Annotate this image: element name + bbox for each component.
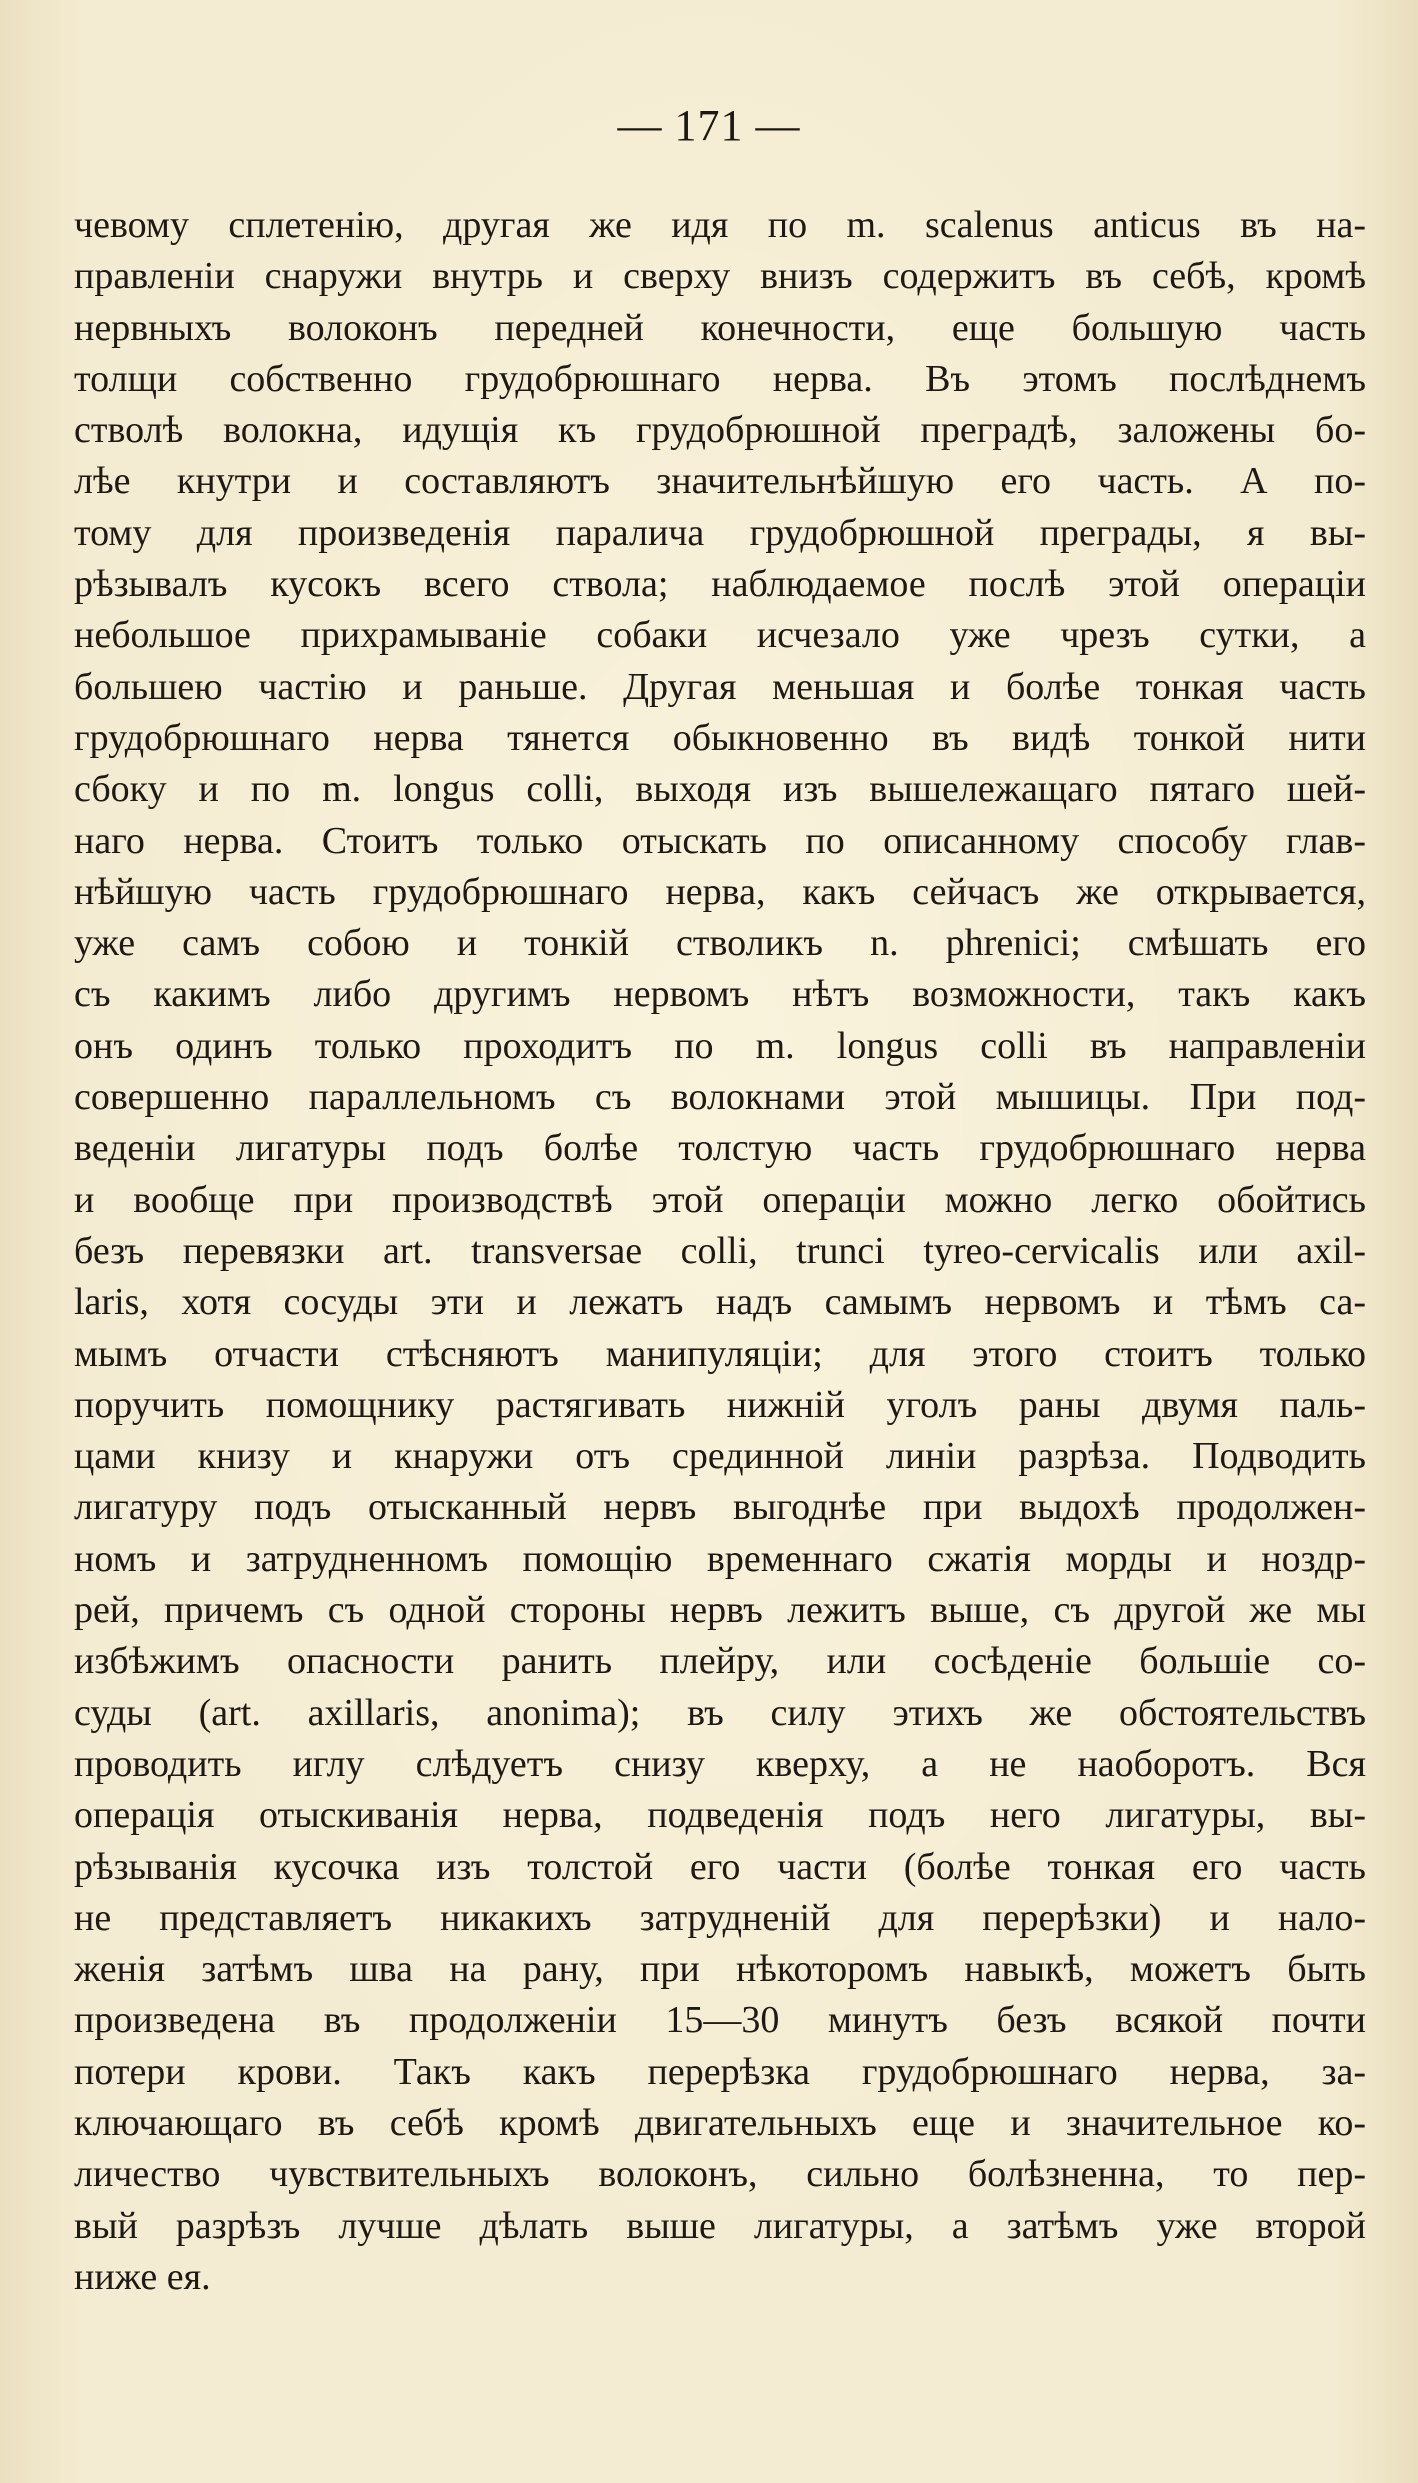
text-line: наго нерва. Стоитъ только отыскать по описанному способу глав-	[74, 819, 1366, 862]
text-line: безъ перевязки art. transversae colli, trunci tyreo-cervicalis или axil-	[74, 1229, 1366, 1272]
text-line: женія затѣмъ шва на рану, при нѣкоторомъ навыкѣ, можетъ быть	[74, 1948, 1366, 1991]
text-line: нервныхъ волоконъ передней конечности, еще большую часть	[74, 306, 1366, 349]
text-line: избѣжимъ опасности ранить плейру, или сосѣденіе большіе со-	[74, 1640, 1366, 1683]
text-line: сбоку и по m. longus colli, выходя изъ вышележащаго пятаго шей-	[74, 768, 1366, 811]
text-line: онъ одинъ только проходитъ по m. longus colli въ направленіи	[74, 1024, 1366, 1067]
text-line: не представляетъ никакихъ затрудненій для перерѣзки) и нало-	[74, 1896, 1366, 1939]
text-line: лѣе кнутри и составляютъ значительнѣйшую его часть. А по-	[74, 460, 1366, 503]
text-line: правленіи снаружи внутрь и сверху внизъ содержитъ въ себѣ, кромѣ	[74, 255, 1366, 298]
text-line: съ какимъ либо другимъ нервомъ нѣтъ возможности, такъ какъ	[74, 973, 1366, 1016]
text-line: проводить иглу слѣдуетъ снизу кверху, а не наоборотъ. Вся	[74, 1742, 1366, 1785]
text-line: ниже ея.	[74, 2255, 211, 2298]
text-line: операція отыскиванія нерва, подведенія подъ него лигатуры, вы-	[74, 1794, 1366, 1837]
text-line: laris, хотя сосуды эти и лежатъ надъ самымъ нервомъ и тѣмъ са-	[74, 1281, 1366, 1324]
text-line: суды (art. axillaris, anonima); въ силу этихъ же обстоятельствъ	[74, 1691, 1366, 1734]
text-line: цами книзу и кнаружи отъ срединной линіи разрѣза. Подводить	[74, 1435, 1366, 1478]
page-number: — 171 —	[617, 101, 801, 150]
text-line: ключающаго въ себѣ кромѣ двигательныхъ еще и значительное ко-	[74, 2101, 1366, 2144]
text-line: совершенно параллельномъ съ волокнами этой мышицы. При под-	[74, 1076, 1366, 1119]
text-line: лигатуру подъ отысканный нервъ выгоднѣе при выдохѣ продолжен-	[74, 1486, 1366, 1529]
text-line: грудобрюшнаго нерва тянется обыкновенно въ видѣ тонкой нити	[74, 716, 1366, 759]
text-line: номъ и затрудненномъ помощію временнаго сжатія морды и ноздр-	[74, 1537, 1366, 1580]
text-line: и вообще при производствѣ этой операціи можно легко обойтись	[74, 1178, 1366, 1221]
text-line: личество чувствительныхъ волоконъ, сильно болѣзненна, то пер-	[74, 2153, 1366, 2196]
text-line: мымъ отчасти стѣсняютъ манипуляціи; для этого стоитъ только	[74, 1332, 1366, 1375]
text-line: веденіи лигатуры подъ болѣе толстую часть грудобрюшнаго нерва	[74, 1127, 1366, 1170]
text-line: рѣзывалъ кусокъ всего ствола; наблюдаемое послѣ этой операціи	[74, 563, 1366, 606]
text-line: нѣйшую часть грудобрюшнаго нерва, какъ сейчасъ же открывается,	[74, 870, 1366, 913]
text-line: рей, причемъ съ одной стороны нервъ лежитъ выше, съ другой же мы	[74, 1589, 1366, 1632]
text-line: чевому сплетенію, другая же идя по m. scalenus anticus въ на-	[74, 204, 1366, 246]
text-line: вый разрѣзъ лучше дѣлать выше лигатуры, а затѣмъ уже второй	[74, 2204, 1366, 2247]
text-line: большею частію и раньше. Другая меньшая и болѣе тонкая часть	[74, 665, 1366, 708]
text-line: уже самъ собою и тонкій стволикъ n. phrenici; смѣшать его	[74, 922, 1366, 965]
text-line: произведена въ продолженіи 15—30 минутъ безъ всякой почти	[74, 1999, 1366, 2042]
text-line: рѣзыванія кусочка изъ толстой его части (болѣе тонкая его часть	[74, 1845, 1366, 1888]
text-line: стволѣ волокна, идущія къ грудобрюшной преградѣ, заложены бо-	[74, 409, 1366, 452]
text-line: тому для произведенія паралича грудобрюшной преграды, я вы-	[74, 511, 1366, 554]
text-line: небольшое прихрамываніе собаки исчезало уже чрезъ сутки, а	[74, 614, 1366, 657]
text-line: потери крови. Такъ какъ перерѣзка грудобрюшнаго нерва, за-	[74, 2050, 1366, 2093]
body-text	[74, 200, 1366, 2303]
text-line: толщи собственно грудобрюшнаго нерва. Въ этомъ послѣднемъ	[74, 357, 1366, 400]
text-line: поручить помощнику растягивать нижній уголъ раны двумя паль-	[74, 1383, 1366, 1426]
